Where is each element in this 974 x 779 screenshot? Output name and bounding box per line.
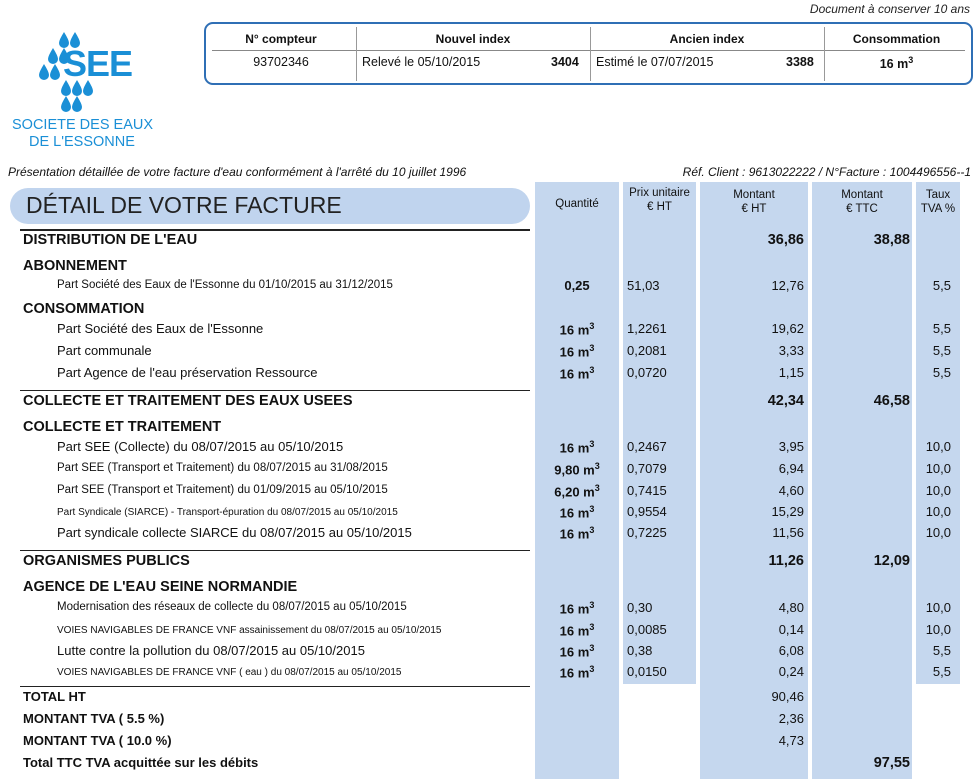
amount-ttc: 38,88: [873, 232, 910, 248]
unit-price: 0,7225: [627, 525, 667, 540]
amount-ttc: 97,55: [873, 755, 910, 771]
row-label: ABONNEMENT: [23, 258, 127, 274]
header-ancien-index: Ancien index: [669, 32, 745, 46]
quantity: 16 $m^3$: [559, 365, 595, 382]
row-label: Part SEE (Collecte) du 08/07/2015 au 05/10/2015: [57, 439, 344, 454]
row-label: Modernisation des réseaux de collecte du 08/07/2015 au 05/10/2015: [57, 601, 407, 613]
amount-ht: 15,29: [771, 504, 804, 519]
quantity: 16 $m^3$: [559, 525, 595, 542]
unit-price: 0,9554: [627, 504, 667, 519]
total-row: [0, 711, 974, 733]
table-row: [0, 321, 974, 343]
quantity: 16 $m^3$: [559, 643, 595, 660]
vat-rate: 5,5: [932, 643, 951, 658]
row-label: CONSOMMATION: [23, 301, 145, 317]
amount-ht: 6,94: [778, 461, 804, 476]
amount-ht: 4,73: [778, 733, 804, 748]
amount-ht: 11,56: [772, 525, 804, 540]
amount-ht: 42,34: [767, 393, 804, 409]
unit-price: 0,38: [627, 643, 653, 658]
quantity: 16 $m^3$: [559, 321, 595, 338]
table-row: [0, 483, 974, 505]
unit-price: 0,7079: [627, 461, 667, 476]
unit-price: 0,2081: [627, 343, 667, 358]
amount-ttc: 46,58: [873, 393, 910, 409]
section-divider: [20, 390, 530, 391]
quantity: 16 $m^3$: [559, 600, 595, 617]
row-label: VOIES NAVIGABLES DE FRANCE VNF assainissement du 08/07/2015 au 05/10/2015: [57, 625, 442, 636]
vat-rate: 10,0: [925, 622, 951, 637]
document-note: Document à conserver 10 ans: [809, 2, 970, 16]
amount-ttc: 12,09: [873, 553, 910, 569]
header-nouvel-index: Nouvel index: [435, 32, 511, 46]
main-row: [0, 553, 974, 575]
amount-ht: 4,60: [778, 483, 804, 498]
unit-price: 0,0085: [627, 622, 667, 637]
row-label: Part SEE (Transport et Traitement) du 08/07/2015 au 31/08/2015: [57, 462, 388, 474]
unit-price: 0,0150: [627, 664, 667, 679]
unit-price: 0,30: [627, 600, 653, 615]
header-consommation: Consommation: [852, 32, 941, 46]
total-row: [0, 733, 974, 755]
row-label: MONTANT TVA ( 10.0 %): [23, 733, 172, 748]
table-row: [0, 600, 974, 622]
row-label: AGENCE DE L'EAU SEINE NORMANDIE: [23, 579, 298, 595]
row-label: Part Société des Eaux de l'Essonne: [57, 321, 264, 336]
amount-ht: 19,62: [771, 321, 804, 336]
row-label: Part SEE (Transport et Traitement) du 01/09/2015 au 05/10/2015: [57, 484, 388, 496]
amount-ht: 90,46: [771, 689, 804, 704]
meter-number: 93702346: [253, 55, 309, 69]
sub-row: [0, 258, 974, 280]
old-index-label: Estimé le 07/07/2015: [596, 55, 714, 69]
col-quantite: Quantité: [555, 198, 599, 210]
sub-row: [0, 301, 974, 323]
quantity: 6,20 $m^3$: [554, 483, 600, 500]
quantity: 16 $m^3$: [559, 439, 595, 456]
invoice-title: DÉTAIL DE VOTRE FACTURE: [26, 192, 342, 218]
unit-price: 51,03: [627, 278, 660, 293]
consumption-value: 16 $m^3$: [879, 55, 914, 72]
vat-rate: 5,5: [932, 343, 951, 358]
table-row: [0, 622, 974, 644]
amount-ht: 3,95: [778, 439, 804, 454]
old-index-value: 3388: [786, 55, 814, 69]
amount-ht: 6,08: [778, 643, 804, 658]
unit-price: 1,2261: [627, 321, 667, 336]
vat-rate: 10,0: [925, 525, 951, 540]
amount-ht: 12,76: [771, 278, 804, 293]
row-label: Part Syndicale (SIARCE) - Transport-épuration du 08/07/2015 au 05/10/2015: [57, 507, 398, 518]
amount-ht: 3,33: [778, 343, 804, 358]
amount-ht: 11,26: [768, 553, 804, 569]
table-row: [0, 504, 974, 526]
row-label: MONTANT TVA ( 5.5 %): [23, 711, 165, 726]
unit-price: 0,2467: [627, 439, 667, 454]
sub-row: [0, 579, 974, 601]
vat-rate: 10,0: [925, 461, 951, 476]
vat-rate: 10,0: [925, 600, 951, 615]
quantity: 16 $m^3$: [559, 664, 595, 681]
row-label: COLLECTE ET TRAITEMENT DES EAUX USEES: [23, 393, 353, 409]
table-row: [0, 461, 974, 483]
amount-ht: 0,24: [778, 664, 804, 679]
table-row: [0, 365, 974, 387]
total-row: [0, 689, 974, 711]
row-label: Part syndicale collecte SIARCE du 08/07/2015 au 05/10/2015: [57, 525, 412, 540]
row-label: Part Société des Eaux de l'Essonne du 01/10/2015 au 31/12/2015: [57, 279, 393, 291]
logo-company-line2: DE L'ESSONNE: [29, 134, 135, 150]
amount-ht: 1,15: [778, 365, 804, 380]
vat-rate: 5,5: [932, 664, 951, 679]
section-divider: [20, 686, 530, 687]
table-row: [0, 664, 974, 686]
vat-rate: 10,0: [925, 504, 951, 519]
row-label: Total TTC TVA acquittée sur les débits: [23, 755, 259, 770]
vat-rate: 10,0: [925, 439, 951, 454]
section-divider: [20, 229, 530, 231]
row-label: Part Agence de l'eau préservation Ressource: [57, 365, 318, 380]
col-prix: Prix unitaire € HT: [629, 187, 690, 213]
main-row: [0, 393, 974, 415]
amount-ht: 36,86: [767, 232, 804, 248]
vat-rate: 5,5: [932, 365, 951, 380]
total-row: [0, 755, 974, 777]
vat-rate: 5,5: [932, 278, 951, 293]
quantity: 0,25: [564, 278, 590, 293]
amount-ht: 2,36: [778, 711, 804, 726]
row-label: Lutte contre la pollution du 08/07/2015 au 05/10/2015: [57, 643, 365, 658]
presentation-text: Présentation détaillée de votre facture d'eau conformément à l'arrêté du 10 juillet 1996: [8, 165, 467, 179]
row-label: ORGANISMES PUBLICS: [23, 553, 190, 569]
row-label: TOTAL HT: [23, 689, 86, 704]
quantity: 16 $m^3$: [559, 343, 595, 360]
row-label: Part communale: [57, 343, 152, 358]
row-label: COLLECTE ET TRAITEMENT: [23, 419, 222, 435]
amount-ht: 0,14: [778, 622, 804, 637]
logo-company-line1: SOCIETE DES EAUX: [12, 117, 154, 133]
quantity: 16 $m^3$: [559, 504, 595, 521]
main-row: [0, 232, 974, 254]
row-label: DISTRIBUTION DE L'EAU: [23, 232, 198, 248]
quantity: 9,80 $m^3$: [554, 461, 600, 478]
client-reference: Réf. Client : 9613022222 / N°Facture : 1004496556--1: [682, 165, 971, 179]
vat-rate: 10,0: [925, 483, 951, 498]
amount-ht: 4,80: [778, 600, 804, 615]
table-row: [0, 343, 974, 365]
table-row: [0, 643, 974, 665]
unit-price: 0,0720: [627, 365, 667, 380]
vat-rate: 5,5: [932, 321, 951, 336]
table-row: [0, 278, 974, 300]
table-row: [0, 439, 974, 461]
header-compteur: N° compteur: [245, 32, 317, 46]
col-montant-ht: Montant € HT: [733, 189, 775, 215]
sub-row: [0, 419, 974, 441]
new-index-label: Relevé le 05/10/2015: [362, 55, 481, 69]
table-row: [0, 525, 974, 547]
section-divider: [20, 550, 530, 551]
new-index-value: 3404: [551, 55, 579, 69]
row-label: VOIES NAVIGABLES DE FRANCE VNF ( eau ) du 08/07/2015 au 05/10/2015: [57, 667, 402, 678]
col-taux-tva: Taux TVA %: [920, 189, 956, 215]
meter-box: [204, 22, 973, 85]
unit-price: 0,7415: [627, 483, 667, 498]
col-montant-ttc: Montant € TTC: [841, 189, 883, 215]
logo-see-text: SEE: [63, 43, 133, 84]
quantity: 16 $m^3$: [559, 622, 595, 639]
